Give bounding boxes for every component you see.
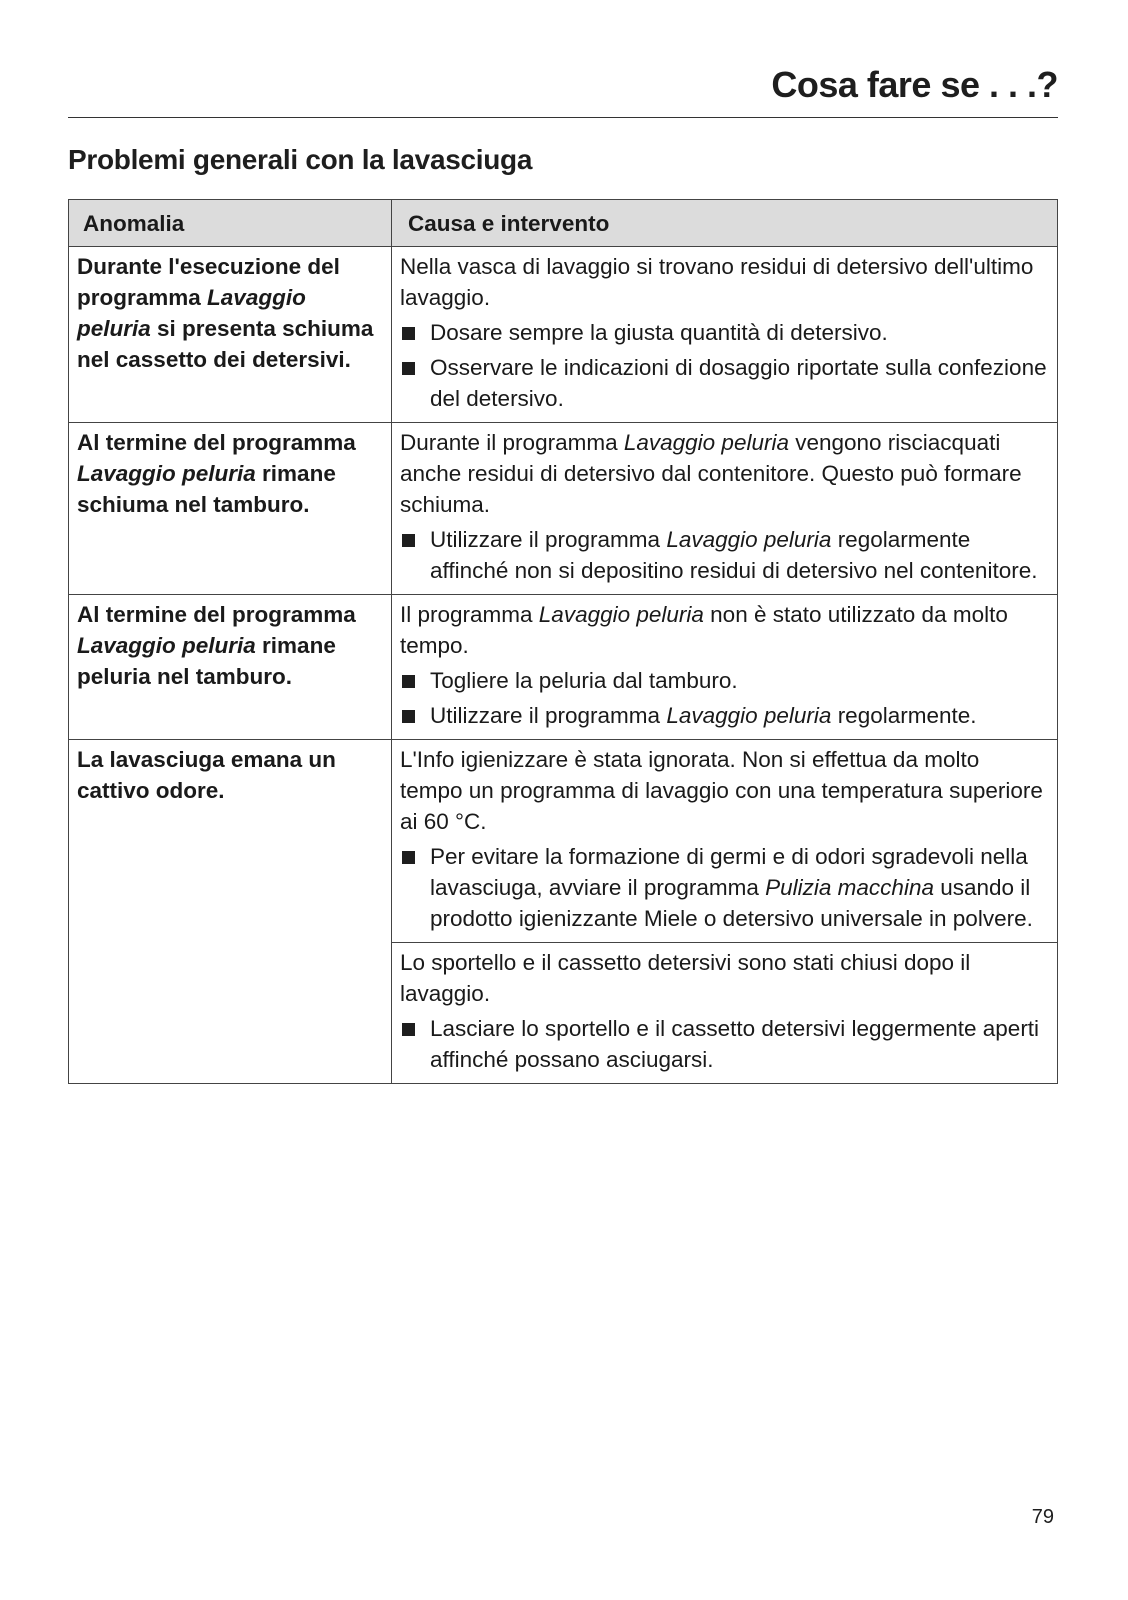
text-run: Durante il programma (400, 430, 624, 455)
cause-cell (392, 423, 1058, 595)
program-name: Lavaggio peluria (77, 285, 306, 341)
program-name: Lavaggio peluria (77, 633, 256, 658)
remedy-bullet (400, 524, 1047, 586)
text-run: Nella vasca di lavaggio si trovano residui di detersivo dell'ultimo lavaggio. (400, 254, 1034, 310)
text-run: La lavasciuga emana un cattivo odore. (77, 747, 336, 803)
column-header-anomaly: Anomalia (69, 200, 392, 247)
program-name: Lavaggio peluria (538, 602, 704, 627)
text-run: Per evitare la formazione di germi e di odori sgradevoli nella lavasciuga, avviare il programma (430, 844, 1028, 900)
program-name: Lavaggio peluria (623, 430, 789, 455)
text-run: vengono risciacquati anche residui di detersivo dal contenitore. Questo può formare schiuma. (400, 430, 1022, 517)
cause-description (400, 599, 1047, 661)
text-run: rimane schiuma nel tamburo. (77, 461, 336, 517)
text-run: non è stato utilizzato da molto tempo. (400, 602, 1008, 658)
text-run: Lo sportello e il cassetto detersivi sono stati chiusi dopo il lavaggio. (400, 950, 971, 1006)
anomaly-cell (69, 740, 392, 1084)
text-run: regolarmente affinché non si depositino residui di detersivo nel contenitore. (430, 527, 1038, 583)
cause-description (400, 427, 1047, 520)
square-bullet-icon (402, 327, 415, 340)
anomaly-cell (69, 423, 392, 595)
table-row (69, 595, 1058, 740)
remedy-bullet (400, 317, 1047, 348)
troubleshooting-table (68, 199, 1058, 1084)
cause-description (400, 744, 1047, 837)
text-run: regolarmente. (831, 703, 977, 728)
program-name: Lavaggio peluria (77, 461, 256, 486)
text-run: Osservare le indicazioni di dosaggio riportate sulla confezione del detersivo. (430, 355, 1047, 411)
anomaly-cell (69, 247, 392, 423)
table-row (69, 247, 1058, 423)
text-run: Utilizzare il programma (430, 527, 667, 552)
cause-cell (392, 595, 1058, 740)
square-bullet-icon (402, 851, 415, 864)
remedy-bullet (400, 1013, 1047, 1075)
text-run: Togliere la peluria dal tamburo. (430, 668, 738, 693)
text-run: Durante l'esecuzione del programma (77, 254, 340, 310)
table-row (69, 740, 1058, 943)
table-body (69, 247, 1058, 1084)
remedy-bullet (400, 352, 1047, 414)
table-header-row (69, 200, 1058, 247)
section-title: Problemi generali con la lavasciuga (68, 144, 533, 175)
remedy-bullet (400, 700, 1047, 731)
text-run: rimane peluria nel tamburo. (77, 633, 336, 689)
cause-cell (392, 247, 1058, 423)
remedy-bullet (400, 841, 1047, 934)
anomaly-cell (69, 595, 392, 740)
cause-description (400, 947, 1047, 1009)
page-number: 79 (1031, 1506, 1054, 1528)
square-bullet-icon (402, 710, 415, 723)
square-bullet-icon (402, 1023, 415, 1036)
text-run: usando il prodotto igienizzante Miele o detersivo universale in polvere. (430, 875, 1033, 931)
program-name: Lavaggio peluria (666, 703, 832, 728)
text-run: Lasciare lo sportello e il cassetto detersivi leggermente aperti affinché possano asciugarsi. (430, 1016, 1040, 1072)
text-run: L'Info igienizzare è stata ignorata. Non si effettua da molto tempo un programma di lavaggio con una temperatura superiore ai 60 °C. (400, 747, 1043, 834)
column-header-cause: Causa e intervento (392, 200, 1058, 247)
square-bullet-icon (402, 534, 415, 547)
text-run: Al termine del programma (77, 602, 356, 627)
text-run: Il programma (400, 602, 539, 627)
text-run: si presenta schiuma nel cassetto dei detersivi. (77, 316, 374, 372)
square-bullet-icon (402, 675, 415, 688)
header-divider (68, 117, 1058, 118)
cause-cell (392, 740, 1058, 943)
square-bullet-icon (402, 362, 415, 375)
text-run: Al termine del programma (77, 430, 356, 455)
text-run: Utilizzare il programma (430, 703, 667, 728)
remedy-bullet (400, 665, 1047, 696)
program-name: Pulizia macchina (765, 875, 934, 900)
cause-cell (392, 943, 1058, 1084)
text-run: Dosare sempre la giusta quantità di detersivo. (430, 320, 888, 345)
table-row (69, 423, 1058, 595)
program-name: Lavaggio peluria (666, 527, 832, 552)
cause-description (400, 251, 1047, 313)
page-header-title: Cosa fare se . . .? (771, 64, 1058, 105)
